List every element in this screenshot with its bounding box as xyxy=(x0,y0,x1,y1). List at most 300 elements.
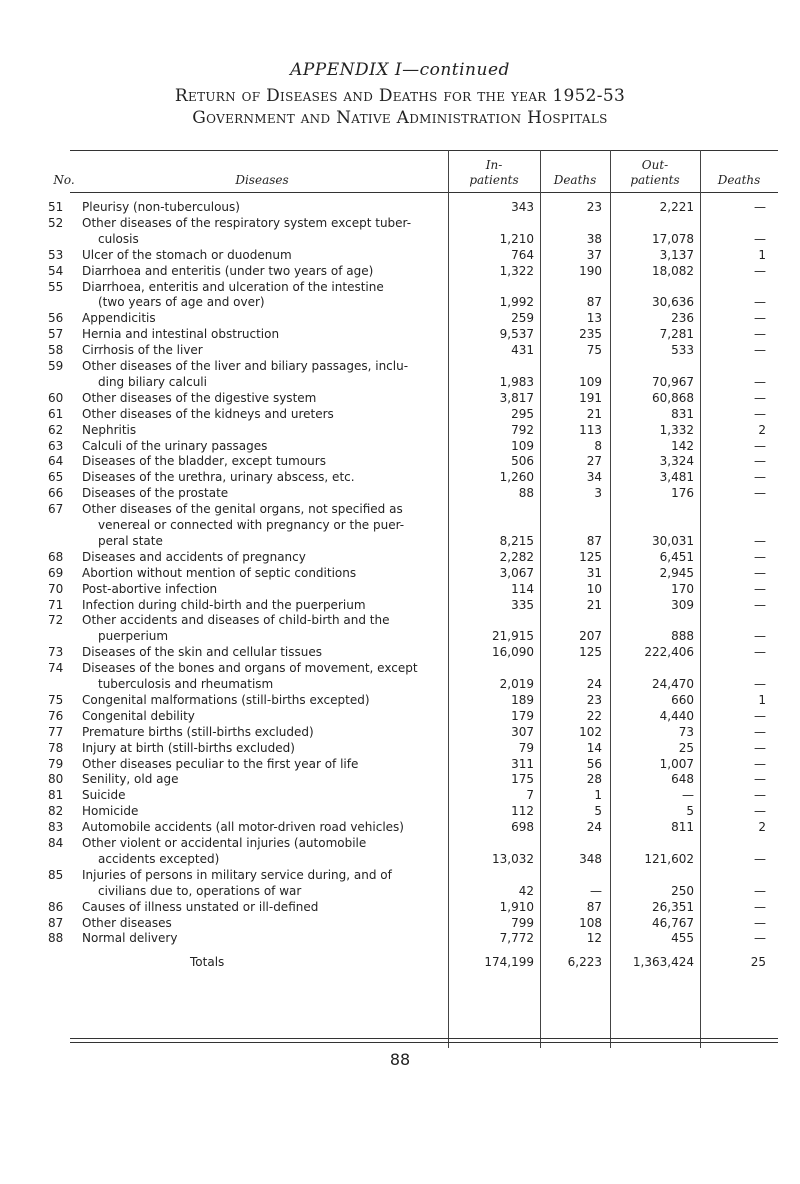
out-patients-value: 222,406 xyxy=(644,645,694,660)
out-deaths-value: — xyxy=(754,851,766,866)
in-deaths-value: 56 xyxy=(586,756,602,771)
out-patients-value: — xyxy=(682,788,694,803)
out-deaths-value: — xyxy=(754,677,766,691)
row-number: 70 xyxy=(48,581,64,596)
out-patients-value: 5 xyxy=(686,804,694,819)
in-deaths-value: 125 xyxy=(579,645,602,660)
in-patients-value: 175 xyxy=(511,772,534,787)
out-deaths-value: — xyxy=(754,899,766,914)
out-deaths-value: — xyxy=(754,724,766,739)
table-row xyxy=(0,820,800,837)
out-patients-value: 73 xyxy=(678,724,694,739)
out-patients-value: 26,351 xyxy=(652,899,694,914)
in-deaths-value: — xyxy=(590,883,602,898)
disease-label: tuberculosis and rheumatism xyxy=(98,677,274,691)
in-deaths-value: 87 xyxy=(586,295,602,310)
table-row xyxy=(0,248,800,265)
table-row xyxy=(0,486,800,503)
in-patients-value: 1,210 xyxy=(499,231,534,246)
row-number: 77 xyxy=(48,724,64,739)
out-patients-value: 142 xyxy=(671,438,694,453)
in-patients-value: 506 xyxy=(511,454,534,469)
table-row xyxy=(0,788,800,805)
table-row xyxy=(0,836,800,853)
disease-label: Infection during child-birth and the puerperium xyxy=(82,597,366,612)
table-title-line-1: Return of Diseases and Deaths for the year 1952-53 xyxy=(174,86,626,106)
in-deaths-value: 37 xyxy=(586,247,602,262)
disease-label: Appendicitis xyxy=(82,311,156,326)
out-patients-value: 25 xyxy=(678,740,694,755)
in-deaths-value: 102 xyxy=(579,724,602,739)
disease-label: Other diseases of the kidneys and ureters xyxy=(82,406,334,421)
in-patients-value: 1,322 xyxy=(499,263,534,278)
table-row xyxy=(0,804,800,821)
disease-label: Diseases of the bones and organs of movement, except xyxy=(82,661,418,676)
table-row xyxy=(0,391,800,408)
row-number: 68 xyxy=(48,549,64,564)
out-patients-value: 18,082 xyxy=(652,263,694,278)
row-number: 86 xyxy=(48,899,64,914)
disease-label: venereal or connected with pregnancy or the puer- xyxy=(98,518,405,532)
out-patients-value: 30,031 xyxy=(652,533,694,548)
row-number: 85 xyxy=(48,867,64,882)
out-patients-value: 6,451 xyxy=(659,549,694,564)
out-patients-value: 3,481 xyxy=(659,470,694,485)
in-deaths-value: 24 xyxy=(586,677,602,691)
row-number: 78 xyxy=(48,740,64,755)
table-row xyxy=(0,470,800,487)
out-deaths-value: — xyxy=(754,549,766,564)
out-patients-value: 3,137 xyxy=(659,247,694,262)
in-deaths-value: 190 xyxy=(579,263,602,278)
disease-label: Calculi of the urinary passages xyxy=(82,438,268,453)
in-patients-value: 2,282 xyxy=(499,549,534,564)
header-deaths-out: Deaths xyxy=(717,173,761,187)
out-deaths-value: — xyxy=(754,581,766,596)
out-patients-value: 30,636 xyxy=(652,295,694,310)
table-row xyxy=(0,900,800,917)
out-patients-value: 70,967 xyxy=(652,374,694,389)
row-number: 65 xyxy=(48,470,64,485)
disease-label: Cirrhosis of the liver xyxy=(82,343,203,358)
out-deaths-value: 2 xyxy=(758,820,766,835)
in-patients-value: 1,910 xyxy=(499,899,534,914)
table-row xyxy=(0,216,800,233)
row-number: 74 xyxy=(48,661,64,676)
disease-label: Congenital debility xyxy=(82,708,195,723)
out-deaths-value: — xyxy=(754,708,766,723)
disease-label: Diseases of the urethra, urinary abscess, etc. xyxy=(82,470,355,485)
table-row xyxy=(0,741,800,758)
totals-label: Totals xyxy=(190,955,225,970)
disease-label: Senility, old age xyxy=(82,772,179,787)
disease-label: Suicide xyxy=(82,788,126,803)
table-row xyxy=(0,327,800,344)
in-patients-value: 311 xyxy=(511,756,534,771)
out-deaths-value: — xyxy=(754,231,766,246)
totals-in-deaths: 6,223 xyxy=(567,955,602,970)
disease-label: Causes of illness unstated or ill-defined xyxy=(82,899,319,914)
table-row xyxy=(0,343,800,360)
disease-label: Post-abortive infection xyxy=(82,581,218,596)
out-patients-value: 170 xyxy=(671,581,694,596)
in-deaths-value: 108 xyxy=(579,915,602,930)
in-patients-value: 88 xyxy=(518,486,534,501)
out-patients-value: 24,470 xyxy=(652,677,694,691)
row-number: 66 xyxy=(48,486,64,501)
in-deaths-value: 38 xyxy=(586,231,602,246)
out-patients-value: 7,281 xyxy=(659,327,694,342)
row-number: 60 xyxy=(48,390,64,405)
in-deaths-value: 10 xyxy=(586,581,602,596)
out-patients-value: 831 xyxy=(671,406,694,421)
row-number: 51 xyxy=(48,200,64,214)
totals-row xyxy=(0,955,800,972)
out-deaths-value: — xyxy=(754,883,766,898)
table-row xyxy=(0,709,800,726)
header-no: No. xyxy=(53,173,75,187)
out-patients-value: 60,868 xyxy=(652,390,694,405)
in-patients-value: 8,215 xyxy=(499,533,534,548)
table-row xyxy=(0,598,800,615)
in-patients-value: 3,817 xyxy=(499,390,534,405)
row-number: 62 xyxy=(48,422,64,437)
out-deaths-value: — xyxy=(754,740,766,755)
row-number: 71 xyxy=(48,597,64,612)
out-deaths-value: — xyxy=(754,374,766,389)
table-row xyxy=(0,407,800,424)
table-row xyxy=(0,359,800,376)
disease-label: accidents excepted) xyxy=(98,851,220,866)
row-number: 84 xyxy=(48,836,64,850)
table-row xyxy=(0,852,800,869)
table-row xyxy=(0,550,800,567)
out-deaths-value: 2 xyxy=(758,422,766,437)
row-number: 57 xyxy=(48,327,64,342)
disease-label: Congenital malformations (still-births excepted) xyxy=(82,692,370,707)
table-row xyxy=(0,295,800,312)
disease-label: Abortion without mention of septic conditions xyxy=(82,565,357,580)
in-patients-value: 2,019 xyxy=(499,677,534,691)
out-patients-value: 4,440 xyxy=(659,708,694,723)
table-row xyxy=(0,311,800,328)
out-deaths-value: — xyxy=(754,454,766,469)
row-number: 59 xyxy=(48,359,64,373)
page-number: 88 xyxy=(389,1050,411,1069)
in-deaths-value: 21 xyxy=(586,597,602,612)
table-row xyxy=(0,757,800,774)
row-number: 54 xyxy=(48,263,64,278)
disease-label: culosis xyxy=(98,231,139,246)
in-patients-value: 79 xyxy=(518,740,534,755)
disease-label: Pleurisy (non-tuberculous) xyxy=(82,200,240,214)
disease-label: Homicide xyxy=(82,804,139,819)
in-patients-value: 1,260 xyxy=(499,470,534,485)
table-row xyxy=(0,423,800,440)
row-number: 63 xyxy=(48,438,64,453)
table-row xyxy=(0,931,800,948)
out-patients-value: 2,945 xyxy=(659,565,694,580)
table-row xyxy=(0,566,800,583)
out-patients-value: 455 xyxy=(671,931,694,946)
row-number: 87 xyxy=(48,915,64,930)
table-row xyxy=(0,232,800,249)
out-deaths-value: — xyxy=(754,470,766,485)
in-patients-value: 799 xyxy=(511,915,534,930)
out-deaths-value: — xyxy=(754,915,766,930)
row-number: 55 xyxy=(48,279,64,294)
out-deaths-value: — xyxy=(754,645,766,660)
row-number: 56 xyxy=(48,311,64,326)
table-row xyxy=(0,645,800,662)
in-deaths-value: 27 xyxy=(586,454,602,469)
in-patients-value: 764 xyxy=(511,247,534,262)
disease-label: Other diseases peculiar to the first year of life xyxy=(82,756,359,771)
table-row xyxy=(0,661,800,678)
in-deaths-value: 5 xyxy=(594,804,602,819)
table-row xyxy=(0,613,800,630)
in-deaths-value: 23 xyxy=(586,692,602,707)
in-patients-value: 335 xyxy=(511,597,534,612)
out-patients-value: 2,221 xyxy=(659,200,694,214)
out-patients-value: 533 xyxy=(671,343,694,358)
out-deaths-value: — xyxy=(754,804,766,819)
totals-in-patients: 174,199 xyxy=(484,955,534,970)
row-number: 88 xyxy=(48,931,64,946)
in-patients-value: 259 xyxy=(511,311,534,326)
row-number: 75 xyxy=(48,692,64,707)
row-number: 53 xyxy=(48,247,64,262)
out-patients-value: 46,767 xyxy=(652,915,694,930)
disease-label: puerperium xyxy=(98,629,169,644)
out-deaths-value: — xyxy=(754,311,766,326)
in-deaths-value: 14 xyxy=(586,740,602,755)
row-number: 58 xyxy=(48,343,64,358)
table-row xyxy=(0,534,800,551)
table-row xyxy=(0,677,800,694)
disease-label: Nephritis xyxy=(82,422,137,437)
out-patients-value: 811 xyxy=(671,820,694,835)
in-deaths-value: 3 xyxy=(594,486,602,501)
in-deaths-value: 22 xyxy=(586,708,602,723)
in-patients-value: 431 xyxy=(511,343,534,358)
out-deaths-value: — xyxy=(754,486,766,501)
disease-label: Diseases of the prostate xyxy=(82,486,229,501)
table-row xyxy=(0,725,800,742)
in-patients-value: 7 xyxy=(526,788,534,803)
table-row xyxy=(0,629,800,646)
in-deaths-value: 125 xyxy=(579,549,602,564)
out-deaths-value: 1 xyxy=(758,247,766,262)
disease-label: Other diseases of the respiratory system except tuber- xyxy=(82,215,412,230)
in-deaths-value: 191 xyxy=(579,390,602,405)
row-number: 76 xyxy=(48,708,64,723)
table-row xyxy=(0,502,800,519)
in-deaths-value: 113 xyxy=(579,422,602,437)
in-deaths-value: 8 xyxy=(594,438,602,453)
out-deaths-value: — xyxy=(754,390,766,405)
out-patients-value: 888 xyxy=(671,629,694,644)
table-row xyxy=(0,772,800,789)
disease-label: ding biliary calculi xyxy=(98,374,207,389)
in-patients-value: 3,067 xyxy=(499,565,534,580)
disease-label: Diarrhoea, enteritis and ulceration of the intestine xyxy=(82,279,384,294)
out-patients-value: 3,324 xyxy=(659,454,694,469)
in-patients-value: 13,032 xyxy=(492,851,534,866)
disease-label: Automobile accidents (all motor-driven road vehicles) xyxy=(82,820,404,835)
disease-label: Other diseases of the liver and biliary passages, inclu- xyxy=(82,359,409,373)
out-patients-value: 660 xyxy=(671,692,694,707)
out-patients-value: 1,007 xyxy=(659,756,694,771)
in-deaths-value: 109 xyxy=(579,374,602,389)
in-patients-value: 1,983 xyxy=(499,374,534,389)
in-patients-value: 21,915 xyxy=(492,629,534,644)
out-deaths-value: — xyxy=(754,629,766,644)
in-deaths-value: 348 xyxy=(579,851,602,866)
table-row xyxy=(0,375,800,392)
disease-label: civilians due to, operations of war xyxy=(98,883,302,898)
disease-label: Premature births (still-births excluded) xyxy=(82,724,314,739)
table-row xyxy=(0,884,800,901)
out-patients-value: 648 xyxy=(671,772,694,787)
in-deaths-value: 34 xyxy=(586,470,602,485)
in-patients-value: 16,090 xyxy=(492,645,534,660)
disease-label: peral state xyxy=(98,533,163,548)
out-patients-value: 236 xyxy=(671,311,694,326)
disease-label: Normal delivery xyxy=(82,931,178,946)
out-patients-value: 309 xyxy=(671,597,694,612)
disease-label: Other diseases of the digestive system xyxy=(82,390,317,405)
in-deaths-value: 31 xyxy=(586,565,602,580)
in-patients-value: 7,772 xyxy=(499,931,534,946)
appendix-title: APPENDIX I—continued xyxy=(290,60,510,80)
in-deaths-value: 87 xyxy=(586,533,602,548)
in-patients-value: 1,992 xyxy=(499,295,534,310)
header-in-patients: In- patients xyxy=(469,158,519,187)
disease-label: Other accidents and diseases of child-birth and the xyxy=(82,613,390,628)
disease-label: Injury at birth (still-births excluded) xyxy=(82,740,295,755)
in-patients-value: 112 xyxy=(511,804,534,819)
out-patients-value: 1,332 xyxy=(659,422,694,437)
out-deaths-value: — xyxy=(754,565,766,580)
out-patients-value: 17,078 xyxy=(652,231,694,246)
totals-out-patients: 1,363,424 xyxy=(632,955,694,970)
table-row xyxy=(0,439,800,456)
in-deaths-value: 1 xyxy=(594,788,602,803)
in-patients-value: 109 xyxy=(511,438,534,453)
in-deaths-value: 207 xyxy=(579,629,602,644)
out-deaths-value: — xyxy=(754,772,766,787)
out-deaths-value: — xyxy=(754,327,766,342)
disease-label: Diseases of the bladder, except tumours xyxy=(82,454,326,469)
in-patients-value: 114 xyxy=(511,581,534,596)
in-patients-value: 698 xyxy=(511,820,534,835)
row-number: 81 xyxy=(48,788,64,803)
row-number: 72 xyxy=(48,613,64,628)
disease-label: Ulcer of the stomach or duodenum xyxy=(82,247,292,262)
disease-label: Injuries of persons in military service during, and of xyxy=(82,867,392,882)
disease-label: Diarrhoea and enteritis (under two years of age) xyxy=(82,263,374,278)
in-deaths-value: 13 xyxy=(586,311,602,326)
disease-label: Other diseases xyxy=(82,915,172,930)
disease-label: Diseases of the skin and cellular tissues xyxy=(82,645,322,660)
totals-out-deaths: 25 xyxy=(750,955,766,970)
header-diseases: Diseases xyxy=(235,173,289,187)
disease-label: Hernia and intestinal obstruction xyxy=(82,327,280,342)
out-deaths-value: — xyxy=(754,533,766,548)
in-patients-value: 189 xyxy=(511,692,534,707)
row-number: 67 xyxy=(48,502,64,517)
in-deaths-value: 12 xyxy=(586,931,602,946)
in-deaths-value: 23 xyxy=(586,200,602,214)
row-number: 80 xyxy=(48,772,64,787)
in-patients-value: 179 xyxy=(511,708,534,723)
row-number: 61 xyxy=(48,406,64,421)
disease-label: (two years of age and over) xyxy=(98,295,265,310)
table-row xyxy=(0,582,800,599)
table-row xyxy=(0,916,800,933)
row-number: 69 xyxy=(48,565,64,580)
table-row xyxy=(0,264,800,281)
out-deaths-value: — xyxy=(754,931,766,946)
row-number: 52 xyxy=(48,215,64,230)
out-deaths-value: — xyxy=(754,263,766,278)
row-number: 64 xyxy=(48,454,64,469)
table-bottom-rule xyxy=(70,1042,778,1043)
row-number: 82 xyxy=(48,804,64,819)
in-deaths-value: 21 xyxy=(586,406,602,421)
row-number: 79 xyxy=(48,756,64,771)
in-patients-value: 792 xyxy=(511,422,534,437)
row-number: 73 xyxy=(48,645,64,660)
table-row xyxy=(0,868,800,885)
out-patients-value: 250 xyxy=(671,883,694,898)
out-patients-value: 176 xyxy=(671,486,694,501)
out-deaths-value: — xyxy=(754,756,766,771)
in-deaths-value: 28 xyxy=(586,772,602,787)
in-patients-value: 307 xyxy=(511,724,534,739)
out-deaths-value: — xyxy=(754,200,766,214)
in-patients-value: 9,537 xyxy=(499,327,534,342)
out-deaths-value: 1 xyxy=(758,692,766,707)
out-deaths-value: — xyxy=(754,597,766,612)
out-deaths-value: — xyxy=(754,295,766,310)
disease-label: Other diseases of the genital organs, not specified as xyxy=(82,502,403,517)
in-patients-value: 42 xyxy=(518,883,534,898)
row-number: 83 xyxy=(48,820,64,835)
header-deaths-in: Deaths xyxy=(553,173,597,187)
disease-label: Diseases and accidents of pregnancy xyxy=(82,549,306,564)
in-patients-value: 295 xyxy=(511,406,534,421)
in-patients-value: 343 xyxy=(511,200,534,214)
table-row xyxy=(0,280,800,297)
table-row xyxy=(0,454,800,471)
in-deaths-value: 235 xyxy=(579,327,602,342)
out-deaths-value: — xyxy=(754,438,766,453)
table-row xyxy=(0,693,800,710)
out-deaths-value: — xyxy=(754,343,766,358)
table-row xyxy=(0,518,800,535)
in-deaths-value: 75 xyxy=(586,343,602,358)
in-deaths-value: 87 xyxy=(586,899,602,914)
header-out-patients: Out- patients xyxy=(630,158,680,187)
table-row xyxy=(0,200,800,217)
table-bottom-rule xyxy=(70,1038,778,1039)
table-title-line-2: Government and Native Administration Hospitals xyxy=(192,108,608,128)
out-deaths-value: — xyxy=(754,788,766,803)
out-deaths-value: — xyxy=(754,406,766,421)
disease-label: Other violent or accidental injuries (automobile xyxy=(82,836,367,850)
